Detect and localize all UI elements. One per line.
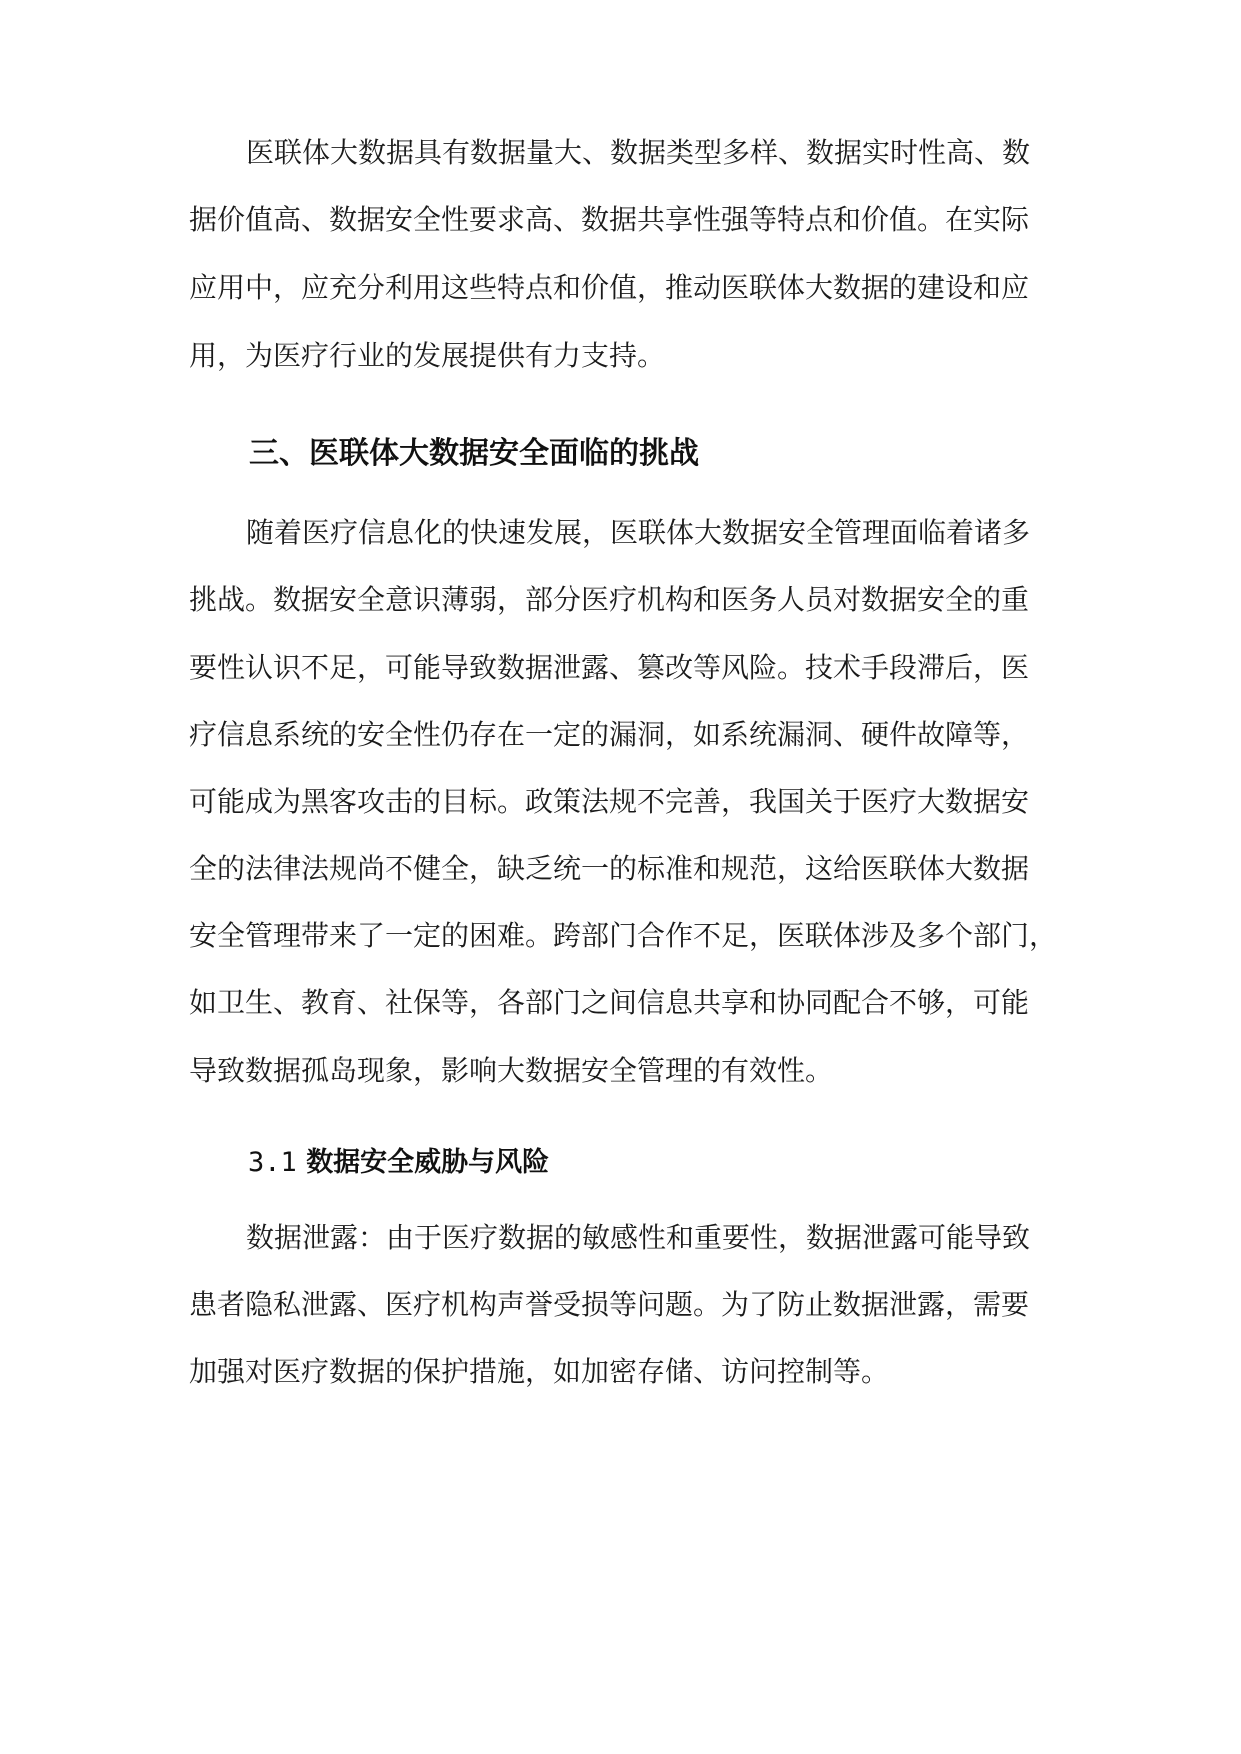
paragraph2-line-7: 安全管理带来了一定的困难。跨部门合作不足，医联体涉及多个部门， bbox=[189, 919, 1058, 952]
section-3-heading: 三、医联体大数据安全面临的挑战 bbox=[249, 436, 699, 471]
paragraph1-line-3: 应用中，应充分利用这些特点和价值，推动医联体大数据的建设和应 bbox=[189, 271, 1030, 304]
paragraph3-line-3: 加强对医疗数据的保护措施，如加密存储、访问控制等。 bbox=[189, 1355, 890, 1388]
paragraph2-line-5: 可能成为黑客攻击的目标。政策法规不完善，我国关于医疗大数据安 bbox=[189, 785, 1030, 818]
paragraph2-line-8: 如卫生、教育、社保等，各部门之间信息共享和协同配合不够，可能 bbox=[189, 986, 1030, 1019]
paragraph3-line-1: 数据泄露：由于医疗数据的敏感性和重要性，数据泄露可能导致 bbox=[246, 1221, 1031, 1254]
paragraph2-line-1: 随着医疗信息化的快速发展，医联体大数据安全管理面临着诸多 bbox=[246, 516, 1031, 549]
section-title: 数据安全威胁与风险 bbox=[306, 1147, 550, 1178]
paragraph1-line-2: 据价值高、数据安全性要求高、数据共享性强等特点和价值。在实际 bbox=[189, 203, 1030, 236]
paragraph1-line-1: 医联体大数据具有数据量大、数据类型多样、数据实时性高、数 bbox=[246, 136, 1031, 169]
section-number: 3.1 bbox=[248, 1147, 297, 1178]
paragraph2-line-2: 挑战。数据安全意识薄弱，部分医疗机构和医务人员对数据安全的重 bbox=[189, 583, 1030, 616]
paragraph2-line-3: 要性认识不足，可能导致数据泄露、篡改等风险。技术手段滞后，医 bbox=[189, 651, 1030, 684]
paragraph2-line-6: 全的法律法规尚不健全，缺乏统一的标准和规范，这给医联体大数据 bbox=[189, 852, 1030, 885]
paragraph3-line-2: 患者隐私泄露、医疗机构声誉受损等问题。为了防止数据泄露，需要 bbox=[189, 1288, 1030, 1321]
paragraph2-line-4: 疗信息系统的安全性仍存在一定的漏洞，如系统漏洞、硬件故障等， bbox=[189, 718, 1030, 751]
paragraph1-line-4: 用，为医疗行业的发展提供有力支持。 bbox=[189, 339, 666, 372]
section-3-1-heading bbox=[248, 1143, 549, 1183]
paragraph2-line-9: 导致数据孤岛现象，影响大数据安全管理的有效性。 bbox=[189, 1054, 834, 1087]
